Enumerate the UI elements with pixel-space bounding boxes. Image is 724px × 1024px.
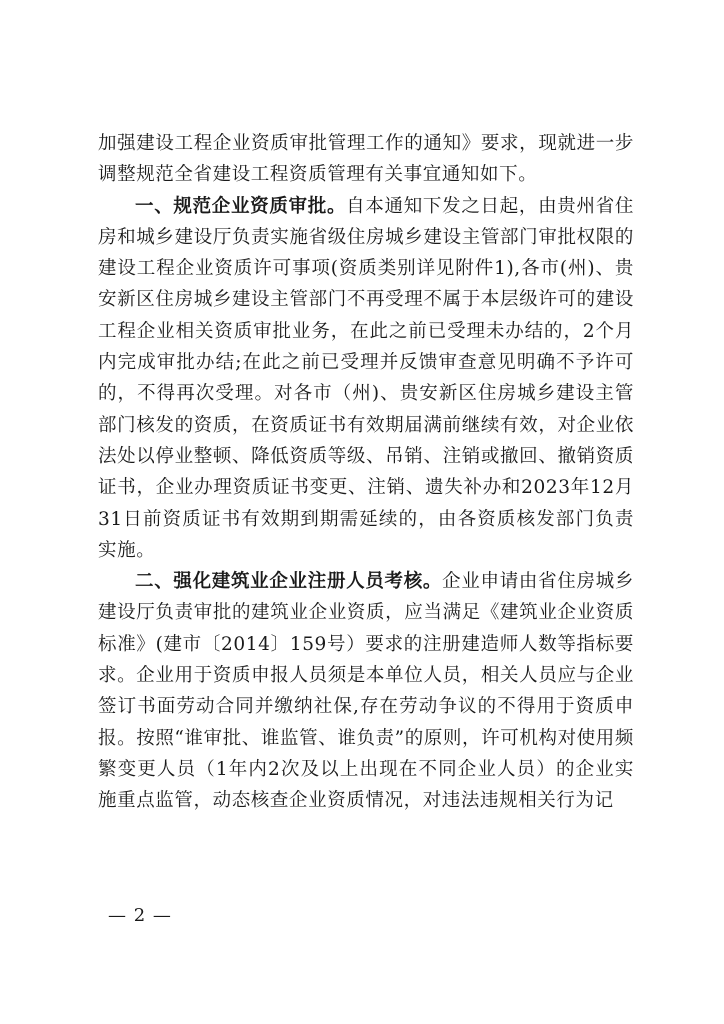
document-body <box>98 128 634 817</box>
section-1-heading: 一、规范企业资质审批。 <box>135 195 347 217</box>
section-2-paragraph <box>98 566 634 816</box>
section-1-body: 自本通知下发之日起，由贵州省住房和城乡建设厅负责实施省级住房城乡建设主管部门审批权限的建设工程企业资质许可事项(资质类别详见附件1),各市(州)、贵安新区住房城乡建设主管部门不再受理不属于本层级许可的建设工程企业相关资质审批业务，在此之前已受理未办结的，2个月内完成审批办结;在此之前已受理并反馈审查意见明确不予许可的，不得再次受理。对各市（州)、贵安新区住房城乡建设主管部门核发的资质，在资质证书有效期届满前继续有效，对企业依法处以停业整顿、降低资质等级、吊销、注销或撤回、撤销资质证书，企业办理资质证书变更、注销、遗失补办和2023年12月31日前资质证书有效期到期需延续的，由各资质核发部门负责实施。 <box>98 195 634 561</box>
section-1-paragraph <box>98 191 634 567</box>
page-number: — 2 — <box>108 905 172 926</box>
intro-paragraph: 加强建设工程企业资质审批管理工作的通知》要求，现就进一步调整规范全省建设工程资质管理有关事宜通知如下。 <box>98 133 634 186</box>
section-2-body: 企业申请由省住房城乡建设厅负责审批的建筑业企业资质，应当满足《建筑业企业资质标准》(建市〔2014〕159号）要求的注册建造师人数等指标要求。企业用于资质申报人员须是本单位人员，相关人员应与企业签订书面劳动合同并缴纳社保,存在劳动争议的不得用于资质申报。按照“谁审批、谁监管、谁负责”的原则，许可机构对使用频繁变更人员（1年内2次及以上出现在不同企业人员）的企业实施重点监管，动态核查企业资质情况，对违法违规相关行为记 <box>98 571 634 812</box>
section-2-heading: 二、强化建筑业企业注册人员考核。 <box>135 571 443 593</box>
